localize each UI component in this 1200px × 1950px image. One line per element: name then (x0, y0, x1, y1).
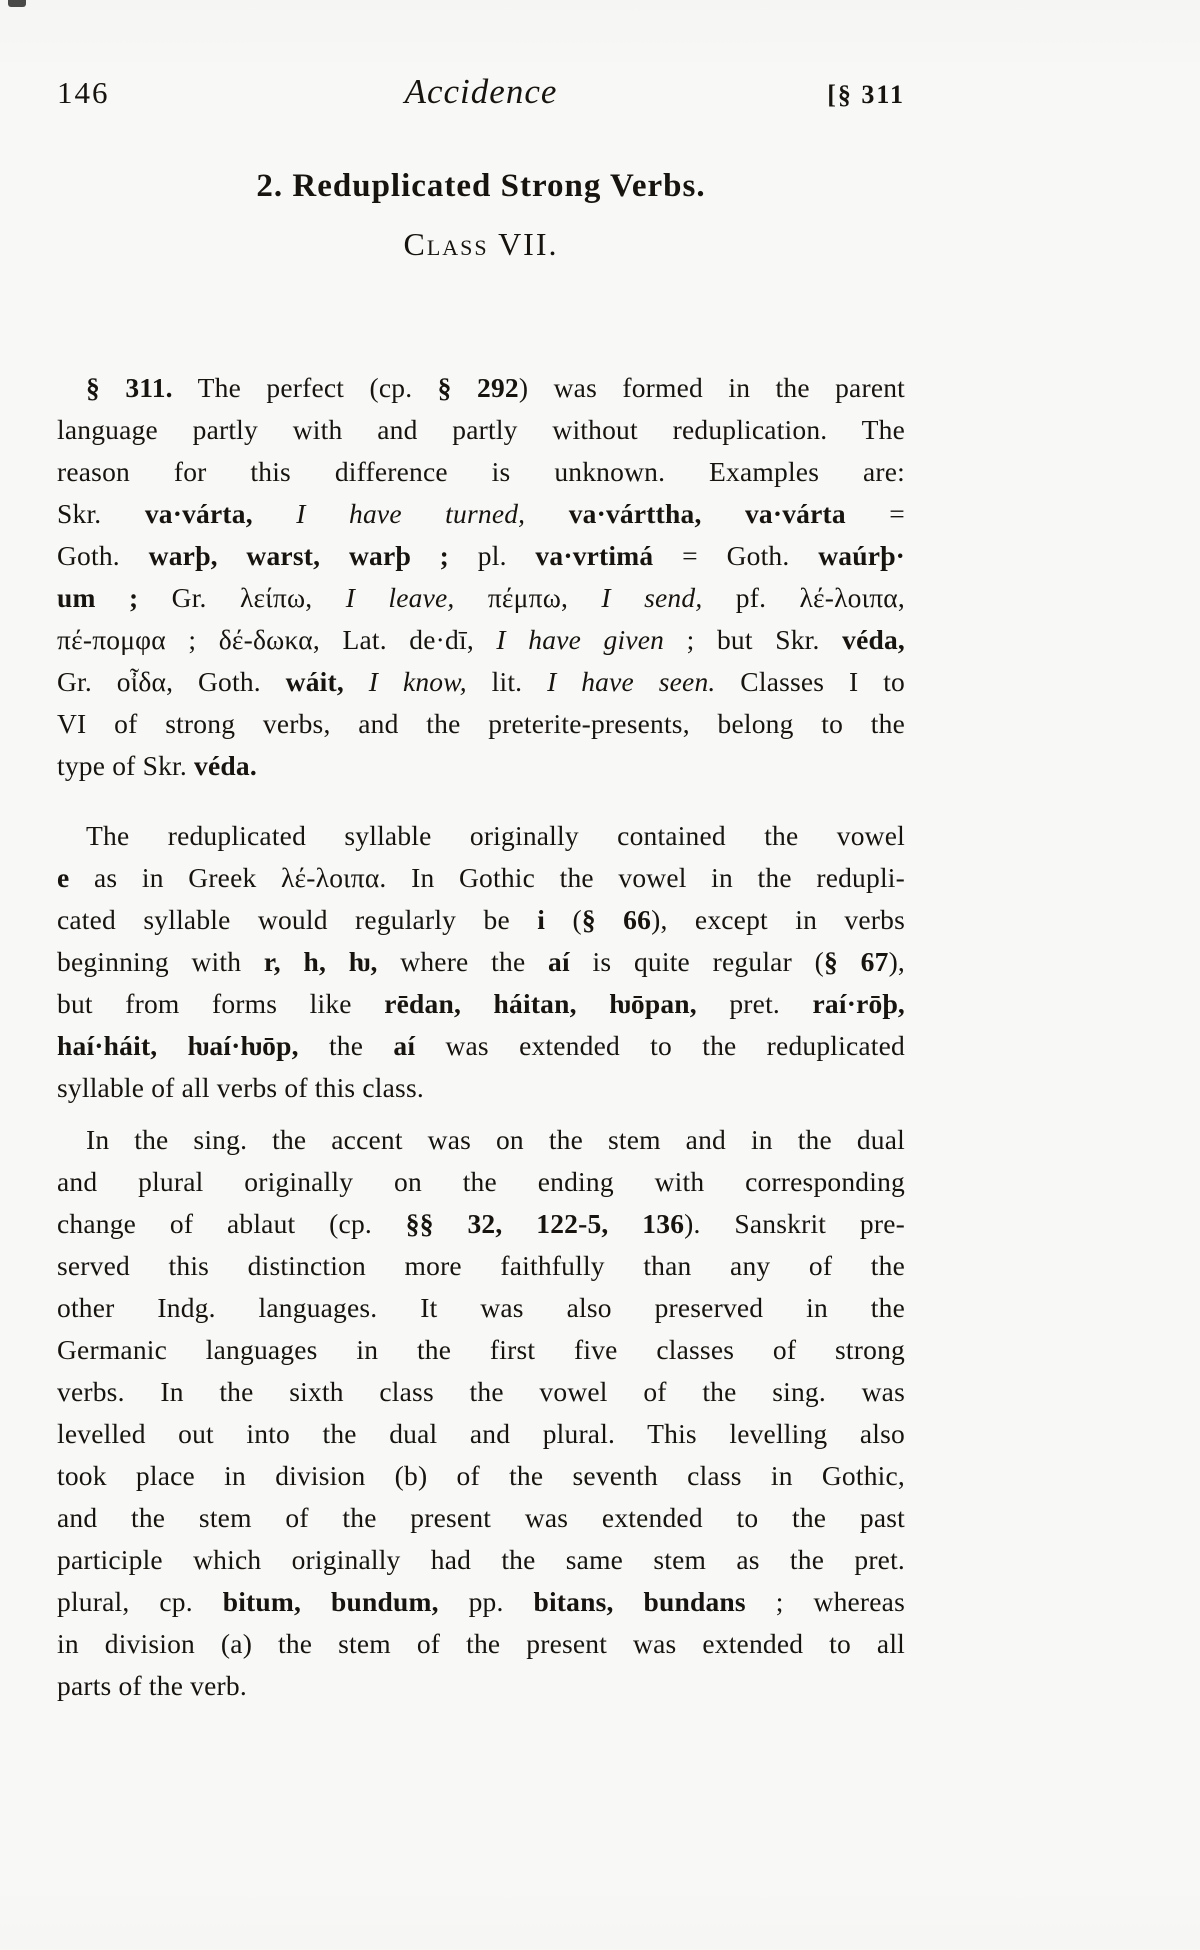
text-run: ), except in verbs (651, 904, 905, 935)
text-line (57, 1497, 905, 1539)
text-line (57, 899, 905, 941)
italic-run: I have given (496, 624, 665, 655)
italic-run: I send, (601, 582, 703, 613)
text-run: verbs. In the sixth class the vowel of the sing. was (57, 1376, 905, 1407)
text-line (57, 1287, 905, 1329)
text-line (57, 409, 905, 451)
bold-run: bitans, bundans (533, 1586, 746, 1617)
bold-run: rēdan, háitan, ƕōpan, (384, 988, 697, 1019)
bold-run: § 66 (581, 904, 652, 935)
text-line (57, 1455, 905, 1497)
text-run: other Indg. languages. It was also preserved in the (57, 1292, 905, 1323)
paragraph (57, 815, 905, 1109)
text-line (57, 703, 905, 745)
bold-run: raí·rōþ, (812, 988, 905, 1019)
text-line (57, 1329, 905, 1371)
text-run: the (298, 1030, 394, 1061)
bold-run: i (537, 904, 546, 935)
italic-run: I know, (368, 666, 467, 697)
text-run: plural, cp. (57, 1586, 223, 1617)
text-run: The reduplicated syllable originally contained the vowel (86, 820, 905, 851)
bold-run: e (57, 862, 70, 893)
text-run: The perfect (cp. (172, 372, 438, 403)
section-heading: 2. Reduplicated Strong Verbs. (256, 168, 706, 204)
text-run: ; but Skr. (664, 624, 843, 655)
scan-artifact (8, 0, 26, 7)
text-run: ) was formed in the parent (518, 372, 906, 403)
text-run: pret. (696, 988, 813, 1019)
text-run: Gr. λείπω, (138, 582, 346, 613)
text-run: = (845, 498, 905, 529)
paragraph (57, 1119, 905, 1707)
bold-run: bitum, bundum, (222, 1586, 439, 1617)
text-run: syllable of all verbs of this class. (57, 1072, 424, 1103)
text-line (57, 1025, 905, 1067)
bold-run: um ; (57, 582, 139, 613)
text-run: but from forms like (57, 988, 385, 1019)
text-run: πέ-πομφα ; δέ-δωκα, Lat. de·dī, (57, 624, 497, 655)
text-run: change of ablaut (cp. (57, 1208, 406, 1239)
text-run: beginning with (57, 946, 264, 977)
text-line (57, 1539, 905, 1581)
italic-run: I leave, (345, 582, 455, 613)
bold-run: va·várttha, va·várta (568, 498, 846, 529)
page-number: 146 (57, 75, 110, 110)
text-line (57, 1581, 905, 1623)
text-run: participle which originally had the same stem as the pret. (57, 1544, 905, 1575)
text-run: Classes I to (715, 666, 905, 697)
text-run: ), (888, 946, 905, 977)
text-run: was extended to the reduplicated (415, 1030, 905, 1061)
text-run: cated syllable would regularly be (57, 904, 538, 935)
text-run: Skr. (57, 498, 145, 529)
bold-run: §§ 32, 122-5, 136 (405, 1208, 685, 1239)
bold-run: aí (548, 946, 570, 977)
italic-run: I have seen. (547, 666, 716, 697)
text-line (57, 1161, 905, 1203)
text-line (57, 1665, 905, 1707)
class-heading: Class VII. (403, 226, 559, 262)
text-line (57, 1203, 905, 1245)
bold-run: va·vrtimá (535, 540, 654, 571)
text-run: ). Sanskrit pre- (684, 1208, 906, 1239)
text-run: pp. (438, 1586, 534, 1617)
text-line (57, 857, 905, 899)
text-line (57, 1245, 905, 1287)
text-run: language partly with and partly without reduplication. The (57, 414, 905, 445)
bold-run: va·várta, (144, 498, 253, 529)
text-run: and the stem of the present was extended to the past (57, 1502, 905, 1533)
text-line (57, 941, 905, 983)
bold-run: haí·háit, ƕaí·ƕōp, (57, 1030, 299, 1061)
text-run: as in Greek λέ-λοιπα. In Gothic the vowel in the redupli- (69, 862, 905, 893)
bold-run: r, h, ƕ, (263, 946, 378, 977)
text-line (57, 1067, 905, 1109)
text-run: In the sing. the accent was on the stem and in the dual (86, 1124, 905, 1155)
page-header (57, 72, 905, 112)
text-run: reason for this difference is unknown. Examples are: (57, 456, 905, 487)
text-run: levelled out into the dual and plural. This levelling also (57, 1418, 905, 1449)
text-run: pl. (449, 540, 536, 571)
bold-run: § 311. (86, 372, 173, 403)
text-line (57, 367, 905, 409)
text-run: ( (545, 904, 582, 935)
text-line (57, 619, 905, 661)
text-run: parts of the verb. (57, 1670, 247, 1701)
text-line (57, 1413, 905, 1455)
text-run: where the (377, 946, 549, 977)
bold-run: warþ, warst, warþ ; (148, 540, 449, 571)
bold-run: waúrþ· (818, 540, 906, 571)
italic-run: I have turned, (252, 498, 569, 529)
text-run: = Goth. (653, 540, 819, 571)
text-line (57, 577, 905, 619)
bold-run: véda. (194, 750, 257, 781)
bold-run: véda, (842, 624, 905, 655)
text-line (57, 983, 905, 1025)
text-line (57, 451, 905, 493)
text-run: is quite regular ( (569, 946, 824, 977)
bold-run: § 67 (824, 946, 889, 977)
running-title: Accidence (404, 72, 558, 111)
text-run: type of Skr. (57, 750, 195, 781)
text-run (344, 666, 369, 697)
text-run: in division (a) the stem of the present was extended to all (57, 1628, 905, 1659)
text-run: lit. (466, 666, 548, 697)
text-line (57, 815, 905, 857)
text-line (57, 1371, 905, 1413)
text-run: took place in division (b) of the seventh class in Gothic, (57, 1460, 905, 1491)
text-line (57, 745, 905, 787)
text-line (57, 1119, 905, 1161)
text-run: VI of strong verbs, and the preterite-presents, belong to the (57, 708, 905, 739)
bold-run: § 292 (437, 372, 519, 403)
text-run: Goth. (57, 540, 149, 571)
text-run: ; whereas (745, 1586, 905, 1617)
text-run: πέμπω, (454, 582, 602, 613)
text-run: and plural originally on the ending with corresponding (57, 1166, 905, 1197)
text-line (57, 493, 905, 535)
body-text (57, 367, 905, 1707)
text-run: Germanic languages in the first five classes of strong (57, 1334, 905, 1365)
paragraph (57, 367, 905, 787)
bold-run: aí (393, 1030, 416, 1061)
text-line (57, 1623, 905, 1665)
section-ref: [§ 311 (827, 80, 905, 109)
bold-run: wáit, (285, 666, 344, 697)
text-run: Gr. οἶδα, Goth. (57, 666, 286, 697)
text-run: pf. λέ-λοιπα, (702, 582, 905, 613)
text-line (57, 661, 905, 703)
text-run: served this distinction more faithfully than any of the (57, 1250, 905, 1281)
text-line (57, 535, 905, 577)
